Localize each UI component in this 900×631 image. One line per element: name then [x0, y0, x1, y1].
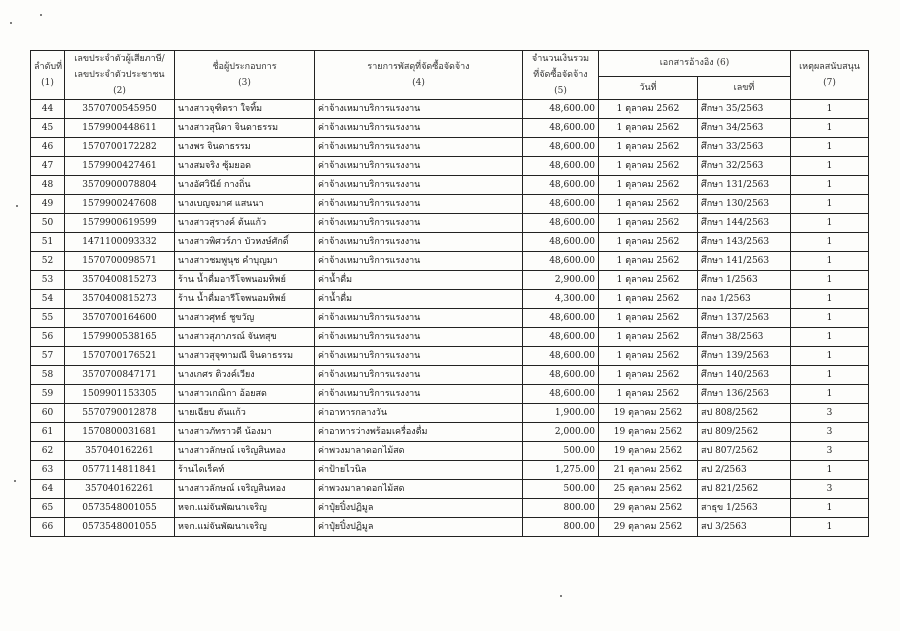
row-number: 50 — [31, 214, 65, 233]
item-description: ค่าจ้างเหมาบริการแรงงาน — [315, 252, 523, 271]
table-row — [31, 271, 869, 290]
row-number: 52 — [31, 252, 65, 271]
tax-id: 357040162261 — [65, 442, 175, 461]
item-description: ค่าจ้างเหมาบริการแรงงาน — [315, 309, 523, 328]
row-number: 47 — [31, 157, 65, 176]
ref-date: 1 ตุลาคม 2562 — [599, 366, 698, 385]
tax-id: 0577114811841 — [65, 461, 175, 480]
ref-number: สป 807/2562 — [698, 442, 791, 461]
ref-date: 1 ตุลาคม 2562 — [599, 252, 698, 271]
ref-number: ศึกษา 137/2563 — [698, 309, 791, 328]
row-number: 59 — [31, 385, 65, 404]
ref-date: 25 ตุลาคม 2562 — [599, 480, 698, 499]
amount: 48,600.00 — [523, 252, 599, 271]
item-description: ค่าน้ำดื่ม — [315, 290, 523, 309]
item-description: ค่าน้ำดื่ม — [315, 271, 523, 290]
item-description: ค่าพวงมาลาดอกไม้สด — [315, 480, 523, 499]
tax-id: 3570400815273 — [65, 271, 175, 290]
ref-date: 29 ตุลาคม 2562 — [599, 499, 698, 518]
item-description: ค่าอาหารว่างพร้อมเครื่องดื่ม — [315, 423, 523, 442]
table-row — [31, 138, 869, 157]
tax-id: 3570700847171 — [65, 366, 175, 385]
amount: 48,600.00 — [523, 366, 599, 385]
tax-id: 5570790012878 — [65, 404, 175, 423]
row-number: 60 — [31, 404, 65, 423]
item-description: ค่าอาหารกลางวัน — [315, 404, 523, 423]
ref-date: 1 ตุลาคม 2562 — [599, 195, 698, 214]
amount: 48,600.00 — [523, 119, 599, 138]
vendor-name: นางสาวสุรางค์ ต้นแก้ว — [175, 214, 315, 233]
tax-id: 0573548001055 — [65, 518, 175, 537]
ref-number: ศึกษา 131/2563 — [698, 176, 791, 195]
vendor-name: นางสาวจุฑิตรา ใจทิ้ม — [175, 100, 315, 119]
table-row — [31, 518, 869, 537]
header-item: รายการพัสดุที่จัดซื้อจัดจ้าง (4) — [315, 51, 523, 100]
header-tax-id: เลขประจำตัวผู้เสียภาษี/ เลขประจำตัวประชาชน (2) — [65, 51, 175, 100]
ref-date: 1 ตุลาคม 2562 — [599, 157, 698, 176]
amount: 800.00 — [523, 499, 599, 518]
ref-number: ศึกษา 144/2563 — [698, 214, 791, 233]
row-number: 54 — [31, 290, 65, 309]
vendor-name: นางเบญจมาศ แสนนา — [175, 195, 315, 214]
amount: 48,600.00 — [523, 233, 599, 252]
vendor-name: นางพร จินดาธรรม — [175, 138, 315, 157]
row-number: 62 — [31, 442, 65, 461]
ref-number: สป 809/2562 — [698, 423, 791, 442]
ref-number: ศึกษา 32/2563 — [698, 157, 791, 176]
row-number: 48 — [31, 176, 65, 195]
item-description: ค่าพวงมาลาดอกไม้สด — [315, 442, 523, 461]
ref-date: 1 ตุลาคม 2562 — [599, 347, 698, 366]
item-description: ค่าจ้างเหมาบริการแรงงาน — [315, 195, 523, 214]
vendor-name: นางสาวลักษณ์ เจริญสินทอง — [175, 442, 315, 461]
item-description: ค่าจ้างเหมาบริการแรงงาน — [315, 366, 523, 385]
item-description: ค่าจ้างเหมาบริการแรงงาน — [315, 233, 523, 252]
item-description: ค่าจ้างเหมาบริการแรงงาน — [315, 214, 523, 233]
table-row — [31, 157, 869, 176]
reason-code: 3 — [791, 423, 869, 442]
vendor-name: ร้าน น้ำดื่มอารีโจพนอมทิพย์ — [175, 271, 315, 290]
item-description: ค่าจ้างเหมาบริการแรงงาน — [315, 176, 523, 195]
tax-id: 3570700545950 — [65, 100, 175, 119]
reason-code: 1 — [791, 176, 869, 195]
reason-code: 1 — [791, 328, 869, 347]
tax-id: 357040162261 — [65, 480, 175, 499]
table-row — [31, 385, 869, 404]
item-description: ค่าปุ๋ยปิ๋งปฏิมูล — [315, 518, 523, 537]
vendor-name: นางสาวสุภาภรณ์ จันทสุข — [175, 328, 315, 347]
amount: 1,275.00 — [523, 461, 599, 480]
vendor-name: หจก.แม่จันพัฒนาเจริญ — [175, 518, 315, 537]
tax-id: 1570700098571 — [65, 252, 175, 271]
table-row — [31, 100, 869, 119]
table-row — [31, 290, 869, 309]
ref-number: สป 3/2563 — [698, 518, 791, 537]
reason-code: 1 — [791, 290, 869, 309]
item-description: ค่าจ้างเหมาบริการแรงงาน — [315, 385, 523, 404]
ref-number: ศึกษา 136/2563 — [698, 385, 791, 404]
vendor-name: นางสาวภัทราวดี น้องมา — [175, 423, 315, 442]
ref-date: 1 ตุลาคม 2562 — [599, 100, 698, 119]
amount: 4,300.00 — [523, 290, 599, 309]
row-number: 51 — [31, 233, 65, 252]
ref-number: ศึกษา 38/2563 — [698, 328, 791, 347]
ref-number: ศึกษา 34/2563 — [698, 119, 791, 138]
ref-date: 1 ตุลาคม 2562 — [599, 214, 698, 233]
row-number: 66 — [31, 518, 65, 537]
ref-date: 1 ตุลาคม 2562 — [599, 233, 698, 252]
tax-id: 1579900448611 — [65, 119, 175, 138]
vendor-name: นายเฉียบ ตันแก้ว — [175, 404, 315, 423]
tax-id: 1579900247608 — [65, 195, 175, 214]
tax-id: 1509901153305 — [65, 385, 175, 404]
ref-date: 29 ตุลาคม 2562 — [599, 518, 698, 537]
reason-code: 3 — [791, 404, 869, 423]
reason-code: 1 — [791, 499, 869, 518]
header-reference: เอกสารอ้างอิง (6) — [599, 51, 791, 77]
amount: 2,900.00 — [523, 271, 599, 290]
table-row — [31, 442, 869, 461]
amount: 48,600.00 — [523, 195, 599, 214]
table-row — [31, 214, 869, 233]
row-number: 58 — [31, 366, 65, 385]
reason-code: 1 — [791, 195, 869, 214]
ref-date: 1 ตุลาคม 2562 — [599, 385, 698, 404]
table-row — [31, 252, 869, 271]
vendor-name: นางสาวเกณิกา อ้อยสด — [175, 385, 315, 404]
ref-date: 19 ตุลาคม 2562 — [599, 404, 698, 423]
row-number: 55 — [31, 309, 65, 328]
ref-number: ศึกษา 139/2563 — [698, 347, 791, 366]
table-row — [31, 404, 869, 423]
table-row — [31, 195, 869, 214]
reason-code: 1 — [791, 138, 869, 157]
row-number: 64 — [31, 480, 65, 499]
item-description: ค่าปุ๋ยปิ๋งปฏิมูล — [315, 499, 523, 518]
vendor-name: หจก.แม่จันพัฒนาเจริญ — [175, 499, 315, 518]
tax-id: 1570800031681 — [65, 423, 175, 442]
ref-number: ศึกษา 33/2563 — [698, 138, 791, 157]
tax-id: 3570400815273 — [65, 290, 175, 309]
header-no: ลำดับที่ (1) — [31, 51, 65, 100]
row-number: 65 — [31, 499, 65, 518]
vendor-name: ร้าน น้ำดื่มอารีโจพนอมทิพย์ — [175, 290, 315, 309]
vendor-name: นางสาวชมพูนุช คำบุญมา — [175, 252, 315, 271]
vendor-name: นางสมจริง ซุ้มยอด — [175, 157, 315, 176]
tax-id: 1579900538165 — [65, 328, 175, 347]
tax-id: 3570900078804 — [65, 176, 175, 195]
ref-number: สาธุข 1/2563 — [698, 499, 791, 518]
amount: 48,600.00 — [523, 214, 599, 233]
vendor-name: นางสาวศุทธ์ ชูขวัญ — [175, 309, 315, 328]
table-row — [31, 309, 869, 328]
vendor-name: นางสาวสุนิดา จินดาธรรม — [175, 119, 315, 138]
amount: 48,600.00 — [523, 157, 599, 176]
reason-code: 1 — [791, 271, 869, 290]
item-description: ค่าจ้างเหมาบริการแรงงาน — [315, 347, 523, 366]
amount: 500.00 — [523, 480, 599, 499]
vendor-name: นางอัศวินีย์ กางถิ่น — [175, 176, 315, 195]
amount: 500.00 — [523, 442, 599, 461]
vendor-name: นางเกศร ติวงค์เวียง — [175, 366, 315, 385]
ref-date: 1 ตุลาคม 2562 — [599, 328, 698, 347]
reason-code: 1 — [791, 461, 869, 480]
tax-id: 3570700164600 — [65, 309, 175, 328]
procurement-table — [30, 50, 869, 537]
ref-number: สป 821/2562 — [698, 480, 791, 499]
reason-code: 1 — [791, 100, 869, 119]
table-row — [31, 328, 869, 347]
tax-id: 1570700172282 — [65, 138, 175, 157]
ref-number: ศึกษา 1/2563 — [698, 271, 791, 290]
table-row — [31, 119, 869, 138]
item-description: ค่าป้ายไวนิล — [315, 461, 523, 480]
amount: 1,900.00 — [523, 404, 599, 423]
row-number: 46 — [31, 138, 65, 157]
tax-id: 1579900427461 — [65, 157, 175, 176]
row-number: 57 — [31, 347, 65, 366]
ref-number: ศึกษา 35/2563 — [698, 100, 791, 119]
tax-id: 0573548001055 — [65, 499, 175, 518]
header-amount: จำนวนเงินรวม ที่จัดซื้อจัดจ้าง (5) — [523, 51, 599, 100]
reason-code: 1 — [791, 233, 869, 252]
header-reason: เหตุผลสนับสนุน (7) — [791, 51, 869, 100]
ref-number: ศึกษา 143/2563 — [698, 233, 791, 252]
table-row — [31, 176, 869, 195]
ref-date: 21 ตุลาคม 2562 — [599, 461, 698, 480]
reason-code: 1 — [791, 366, 869, 385]
amount: 48,600.00 — [523, 100, 599, 119]
reason-code: 1 — [791, 252, 869, 271]
reason-code: 1 — [791, 119, 869, 138]
row-number: 44 — [31, 100, 65, 119]
item-description: ค่าจ้างเหมาบริการแรงงาน — [315, 328, 523, 347]
vendor-name: ร้านไดเร็คท์ — [175, 461, 315, 480]
reason-code: 1 — [791, 347, 869, 366]
row-number: 53 — [31, 271, 65, 290]
table-row — [31, 347, 869, 366]
header-ref-date: วันที่ — [599, 76, 698, 99]
vendor-name: นางสาวสุจุฑามณี จินดาธรรม — [175, 347, 315, 366]
reason-code: 3 — [791, 442, 869, 461]
amount: 48,600.00 — [523, 385, 599, 404]
table-row — [31, 366, 869, 385]
item-description: ค่าจ้างเหมาบริการแรงงาน — [315, 157, 523, 176]
item-description: ค่าจ้างเหมาบริการแรงงาน — [315, 138, 523, 157]
item-description: ค่าจ้างเหมาบริการแรงงาน — [315, 119, 523, 138]
ref-number: ศึกษา 141/2563 — [698, 252, 791, 271]
header-vendor: ชื่อผู้ประกอบการ (3) — [175, 51, 315, 100]
reason-code: 1 — [791, 309, 869, 328]
ref-date: 1 ตุลาคม 2562 — [599, 271, 698, 290]
tax-id: 1471100093332 — [65, 233, 175, 252]
ref-date: 19 ตุลาคม 2562 — [599, 442, 698, 461]
tax-id: 1579900619599 — [65, 214, 175, 233]
amount: 48,600.00 — [523, 138, 599, 157]
ref-date: 19 ตุลาคม 2562 — [599, 423, 698, 442]
header-ref-number: เลขที่ — [698, 76, 791, 99]
reason-code: 1 — [791, 157, 869, 176]
item-description: ค่าจ้างเหมาบริการแรงงาน — [315, 100, 523, 119]
ref-number: กอง 1/2563 — [698, 290, 791, 309]
vendor-name: นางสาวลักษณ์ เจริญสินทอง — [175, 480, 315, 499]
ref-date: 1 ตุลาคม 2562 — [599, 176, 698, 195]
row-number: 61 — [31, 423, 65, 442]
row-number: 49 — [31, 195, 65, 214]
table-row — [31, 423, 869, 442]
ref-number: ศึกษา 130/2563 — [698, 195, 791, 214]
amount: 48,600.00 — [523, 328, 599, 347]
reason-code: 3 — [791, 480, 869, 499]
ref-date: 1 ตุลาคม 2562 — [599, 138, 698, 157]
ref-date: 1 ตุลาคม 2562 — [599, 309, 698, 328]
table-row — [31, 480, 869, 499]
ref-number: สป 2/2563 — [698, 461, 791, 480]
amount: 800.00 — [523, 518, 599, 537]
amount: 48,600.00 — [523, 309, 599, 328]
amount: 48,600.00 — [523, 176, 599, 195]
ref-date: 1 ตุลาคม 2562 — [599, 119, 698, 138]
reason-code: 1 — [791, 214, 869, 233]
tax-id: 1570700176521 — [65, 347, 175, 366]
table-row — [31, 233, 869, 252]
ref-number: สป 808/2562 — [698, 404, 791, 423]
ref-number: ศึกษา 140/2563 — [698, 366, 791, 385]
reason-code: 1 — [791, 385, 869, 404]
amount: 2,000.00 — [523, 423, 599, 442]
row-number: 56 — [31, 328, 65, 347]
vendor-name: นางสาวพิศวร์ภา บัวหงษ์ศักดิ์ — [175, 233, 315, 252]
reason-code: 1 — [791, 518, 869, 537]
row-number: 63 — [31, 461, 65, 480]
table-row — [31, 499, 869, 518]
row-number: 45 — [31, 119, 65, 138]
ref-date: 1 ตุลาคม 2562 — [599, 290, 698, 309]
amount: 48,600.00 — [523, 347, 599, 366]
table-row — [31, 461, 869, 480]
